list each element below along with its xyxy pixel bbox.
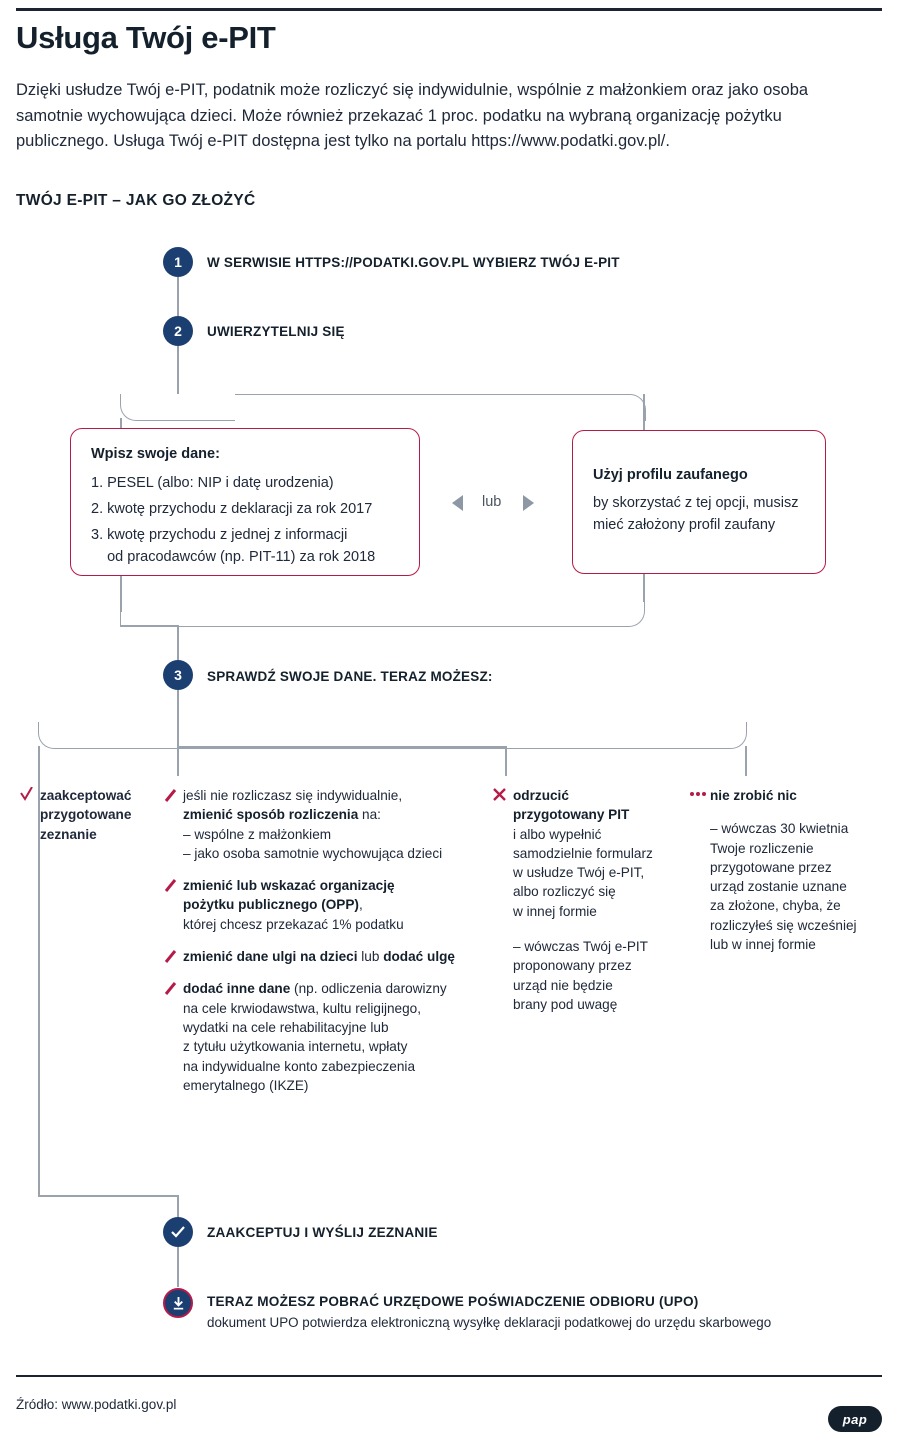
- option-do-nothing-title-row: [690, 786, 870, 805]
- slash-icon: [164, 788, 176, 801]
- connector-to-step3: [177, 625, 179, 661]
- step-1-badge: 1: [163, 247, 193, 277]
- arrow-right-icon: [523, 495, 534, 511]
- or-label: lub: [482, 494, 502, 510]
- accept-send-badge: [163, 1217, 193, 1247]
- option-change-text: zmienić lub wskazać organizację pożytku publicznego (OPP), której chcesz przekazać 1% podatku: [183, 878, 404, 932]
- step-2-label: UWIERZYTELNIJ SIĘ: [207, 324, 345, 339]
- box-enter-your-data: [70, 428, 420, 576]
- box-left-title: Wpisz swoje dane:: [91, 446, 220, 462]
- option-accept-body: [20, 786, 152, 844]
- box-right-line-2: mieć założony profil zaufany: [593, 517, 776, 533]
- option-do-nothing: [690, 786, 870, 954]
- connector-col4-drop: [745, 746, 747, 776]
- page-title: Usługa Twój e-PIT: [16, 20, 276, 55]
- connector-col3-drop: [505, 746, 507, 776]
- option-change-text: dodać inne dane (np. odliczenia darowizny na cele krwiodawstwa, kultu religijnego, wydatki na cele rehabilitacyjne lub z tytułu użytkowania internetu, wpłaty na indywidualne konto zabezpieczenia emerytalnego (IKZE): [183, 981, 447, 1093]
- connector-to-upo: [177, 1247, 179, 1287]
- arrow-left-icon: [452, 495, 463, 511]
- connector-col1-long: [38, 776, 40, 1196]
- upo-sublabel: dokument UPO potwierdza elektroniczną wysyłkę deklaracji podatkowej do urzędu skarbowego: [207, 1315, 772, 1330]
- connector-step1-step2: [177, 277, 179, 317]
- connector-merge-left: [120, 598, 179, 627]
- pap-logo: pap: [828, 1406, 882, 1432]
- box-left-line-2: 2. kwotę przychodu z deklaracji za rok 2017: [91, 501, 373, 517]
- connector-col2-drop: [177, 722, 179, 776]
- connector-branch-left-top: [120, 394, 179, 421]
- connector-branch-bar: [177, 394, 235, 421]
- connector-merge-bar-left: [120, 625, 178, 627]
- connector-step3-down: [177, 690, 179, 722]
- connector-final-bar: [38, 1195, 178, 1197]
- connector-fan-left: [38, 722, 179, 749]
- option-reject-body: [493, 786, 673, 921]
- option-change-text: jeśli nie rozliczasz się indywidualnie, zmienić sposób rozliczenia na: – wspólne z małżonkiem – jako osoba samotnie wychowująca dzieci: [183, 788, 443, 861]
- x-icon: [493, 787, 506, 800]
- source-note: Źródło: www.podatki.gov.pl: [16, 1397, 177, 1412]
- connector-final-merge: [38, 1170, 179, 1197]
- option-accept-line1: zaakceptować: [40, 788, 132, 803]
- check-icon: [20, 787, 33, 801]
- connector-branch-right-top: [235, 394, 646, 421]
- slash-icon: [164, 878, 176, 891]
- step-1-label: W SERWISIE HTTPS://PODATKI.GOV.PL WYBIERZ TWÓJ E-PIT: [207, 255, 620, 270]
- step-3-label: SPRAWDŹ SWOJE DANE. TERAZ MOŻESZ:: [207, 669, 493, 684]
- slash-icon: [164, 981, 176, 994]
- option-accept-line2: przygotowane: [40, 807, 132, 823]
- option-reject-text: i albo wypełnić samodzielnie formularz w usłudze Twój e-PIT, albo rozliczyć się w innej formie: [513, 826, 653, 919]
- option-do-nothing-title: nie zrobić nic: [710, 788, 797, 803]
- connector-fan-right: [177, 722, 747, 749]
- download-icon: [171, 1295, 186, 1312]
- bottom-rule: [16, 1375, 882, 1377]
- upo-label: TERAZ MOŻESZ POBRAĆ URZĘDOWE POŚWIADCZENIE ODBIORU (UPO): [207, 1294, 699, 1309]
- option-reject: [493, 786, 673, 1014]
- dots-icon: [690, 792, 705, 798]
- option-reject-note: – wówczas Twój e-PIT proponowany przez urząd nie będzie brany pod uwagę: [513, 939, 648, 1012]
- option-change-item: [163, 979, 493, 1095]
- box-left-line-1: 1. PESEL (albo: NIP i datę urodzenia): [91, 475, 334, 491]
- upo-badge: [163, 1288, 193, 1318]
- box-trusted-profile: [572, 430, 826, 574]
- connector-to-right-box: [643, 394, 645, 432]
- option-accept-line3: zeznanie: [40, 826, 97, 842]
- top-rule: [16, 8, 882, 11]
- slash-icon: [164, 949, 176, 962]
- connector-col1-drop: [38, 746, 40, 776]
- box-left-line-4: od pracodawców (np. PIT-11) za rok 2018: [91, 549, 376, 565]
- connector-fan-mid-bar: [177, 746, 505, 748]
- option-accept: [20, 786, 152, 844]
- box-right-line-1: by skorzystać z tej opcji, musisz: [593, 495, 799, 511]
- step-2-badge: 2: [163, 316, 193, 346]
- option-change-item: [163, 876, 493, 934]
- option-reject-title-2: przygotowany PIT: [513, 807, 630, 823]
- connector-merge-right: [177, 600, 645, 627]
- intro-paragraph: Dzięki usłudze Twój e-PIT, podatnik może rozliczyć się indywidulnie, wspólnie z małżonkiem oraz jako osoba samotnie wychowująca dzieci. Może również przekazać 1 proc. podatku na wybraną organizację pożytku publicznego. Usługa Twój e-PIT dostępna jest tylko na portalu https://www.podatki.gov.pl/.: [16, 81, 809, 151]
- option-change-item: [163, 786, 493, 863]
- option-reject-title-1: odrzucić: [513, 788, 569, 803]
- option-change-list: [163, 786, 493, 1108]
- check-icon: [170, 1224, 186, 1240]
- section-heading: TWÓJ E-PIT – JAK GO ZŁOŻYĆ: [16, 192, 256, 209]
- connector-right-box-down: [643, 574, 645, 602]
- box-left-line-3: 3. kwotę przychodu z jednej z informacji: [91, 527, 348, 543]
- step-3-badge: 3: [163, 660, 193, 690]
- connector-step2-down: [177, 346, 179, 394]
- option-change-text: zmienić dane ulgi na dzieci lub dodać ulgę: [183, 949, 455, 965]
- option-change-item: [163, 947, 493, 966]
- accept-send-label: ZAAKCEPTUJ I WYŚLIJ ZEZNANIE: [207, 1225, 438, 1240]
- option-do-nothing-text: – wówczas 30 kwietnia Twoje rozliczenie przygotowane przez urząd zostanie uznane za złożone, chyba, że rozliczyłeś się wcześniej lub w innej formie: [710, 821, 857, 953]
- box-right-title: Użyj profilu zaufanego: [593, 467, 748, 483]
